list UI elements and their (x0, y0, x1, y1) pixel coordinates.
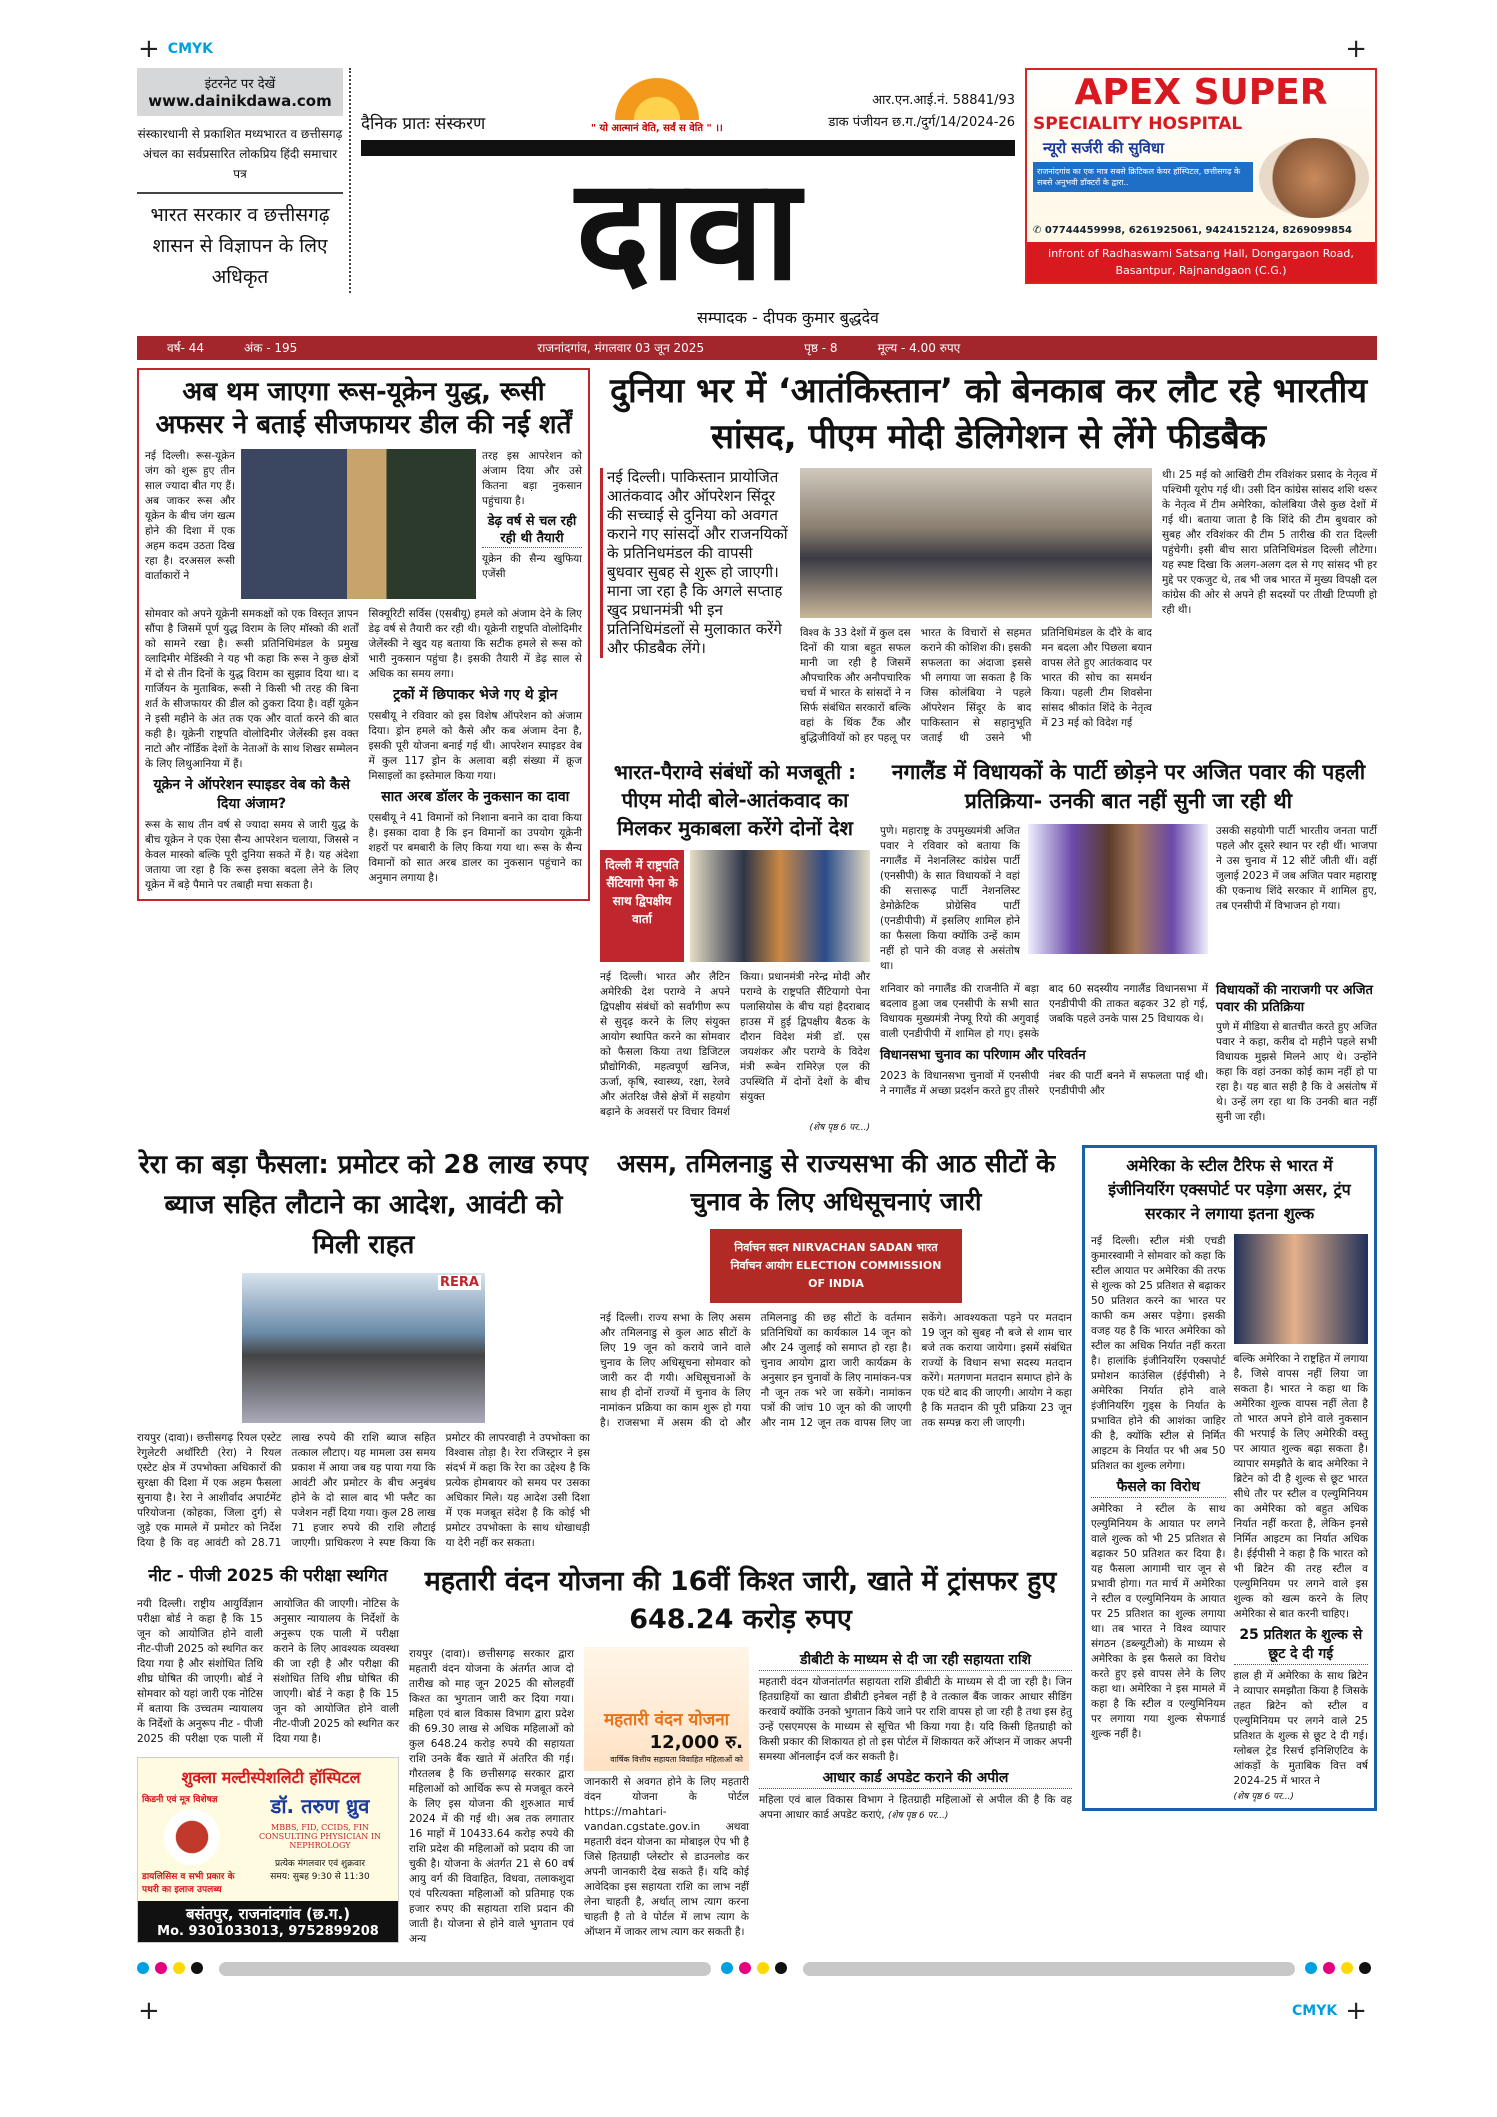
gray-bar (803, 1962, 1295, 1976)
article-text: अमेरिका ने स्टील के साथ एल्युमिनियम के आयात पर लगने वाले शुल्क को भी 25 प्रतिशत से बढ़ाकर 50 प्रतिशत कर दिया है। यह फैसला आगामी चार जून से प्रभावी होगा। गत मार्च में अमेरिका ने स्टील व एल्युमिनियम के आयात पर 25 प्रतिशत का शुल्क लगाया था। तब भारत ने विश्व व्यापार संगठन (डब्ल्यूटीओ) के माध्यम से अमेरिका के इस फैसले का विरोध करते हुए इसे वापस लेने के लिए कहा था। अमेरिका ने इस मामले में कहा है कि स्टील व एल्युमिनियम पर लगाया गया शुल्क सेफगार्ड शुल्क नहीं है। (1091, 1503, 1226, 1740)
lower-left-area (137, 1145, 1072, 1947)
subheading: फैसले का विरोध (1091, 1478, 1226, 1498)
ad-footer (138, 1901, 398, 1942)
masthead (137, 68, 1377, 328)
row-top-stories (137, 368, 1377, 1133)
column-right (1234, 1234, 1369, 1802)
neet-and-ad-column (137, 1563, 399, 1943)
registration-mark: + (1345, 1996, 1367, 2026)
headline[interactable]: महतारी वंदन योजना की 16वीं किश्त जारी, खाते में ट्रांसफर हुए 648.24 करोड़ रुपए (424, 1566, 1057, 1635)
article-text: एसबीयू ने रविवार को इस विशेष ऑपरेशन को अंजाम दिया। ड्रोन हमले को कैसे और कब अंजाम देना है, इसकी पूरी योजना बनाई गई थी। आपरेशन स्पाइडर वेब में कुल 117 ड्रोन के अलावा बड़ी संख्या में क्रूज मिसाइलों का इस्तेमाल किया गया। (368, 710, 582, 782)
pawar-top-row (880, 824, 1377, 974)
top-left-marks (138, 36, 213, 62)
editor-credit: सम्पादक - दीपक कुमार बुद्धदेव (697, 308, 879, 327)
location: बसंतपुर, राजनांदगांव (छ.ग.) (185, 1905, 351, 1923)
column-right (1216, 982, 1377, 1125)
subheading: सात अरब डॉलर के नुकसान का दावा (381, 789, 570, 805)
column-right (759, 1647, 1072, 1824)
subheading: विधायकों की नाराजगी पर अजित पवार की प्रतिक्रिया (1216, 983, 1373, 1015)
subheading: यूक्रेन ने ऑपरेशन स्पाइडर वेब को कैसे दिया अंजाम? (153, 777, 350, 812)
story-neet-pg (137, 1563, 399, 1747)
bottom-right-marks (1292, 1998, 1367, 2024)
article-text: महतारी वंदन योजनांतर्गत सहायता राशि डीबीटी के माध्यम से दी जा रही है। जिन हितग्राहियों का खाता डीबीटी इनेबल नहीं है वे तत्काल बैंक जाकर आधार सीडिंग करवायें क्योंकि उनको भुगतान किये जाने पर राशि वापस हो जा रही है तथा इस हेतु उन्हें एसएमएस के माध्यम से सूचित भी किया गया है। यदि किसी हितग्राही को किसी प्रकार की शिकायत हो तो इस पोर्टल में शिकायत करें ऑप्शन में जाकर अपनी समस्या ऑनलाईन दर्ज कर सकती है। (759, 1676, 1072, 1763)
article-text: बल्कि अमेरिका ने राष्ट्रहित में लगाया है, जिसे वापस नहीं लिया जा सकता है। भारत ने कहा था कि अमेरिका शुल्क वापस नहीं लेता है तो भारत अपने होने वाले नुकसान की भरपाई के लिए अमेरिकी वस्तु पर आयात शुल्क बढ़ा सकता है। व्यापार समझौते के बाद अमेरिका ने ब्रिटेन को दी है शुल्क से छूट भारत सीधे तौर पर स्टील व एल्युमिनियम का अमेरिका को बहुत अधिक निर्यात नहीं करता है, लेकिन इनसे निर्मित आइटम का निर्यात अधिक है। ईईपीसी ने कहा है कि भारत को भी ब्रिटेन की तरह स्टील व एल्युमिनियम पर लगने वाले इस शुल्क को खत्म करने के लिए अमेरिका से बात करनी चाहिए। (1233, 1353, 1368, 1620)
info-bar (137, 336, 1377, 360)
article-text: नई दिल्ली। भारत और लैटिन अमेरिकी देश पराग्वे ने अपने द्विपक्षीय संबंधों को सर्वांगीण रूप से सुदृढ़ करने के लिए संयुक्त आयोग स्थापित करने का सोमवार को फैसला किया तथा डिजिटल प्रौद्योगिकी, महत्वपूर्ण खनिज, ऊर्जा, कृषि, स्वास्थ्य, रक्षा, रेलवे और अंतरिक्ष जैसे क्षेत्रों में सहयोग बढ़ाने के अवसरों पर विचार विमर्श किया। प्रधानमंत्री नरेन्द्र मोदी और पराग्वे के राष्ट्रपति सैंटियागो पेना पलासियोस के बीच यहां हैदराबाद हाउस में हुई द्विपक्षीय बैठक के दौरान विदेश मंत्री डॉ. एस जयशंकर और पराग्वे के विदेश मंत्री रूबेन रामिरेज़ एल की उपस्थिति में दोनों देशों के बीच संयुक्त (600, 971, 870, 1118)
price: मूल्य - 4.00 रुपए (877, 341, 961, 355)
kidney-icon (164, 1809, 220, 1865)
degrees: MBBS, FID, CCIDS, FIN CONSULTING PHYSICIAN IN NEPHROLOGY (258, 1823, 382, 1850)
modi-pena-photo (690, 850, 870, 962)
lead-middle (800, 468, 1152, 746)
row-second-stories (600, 758, 1377, 1133)
article-text: पुणे में मीडिया से बातचीत करते हुए अजित पवार ने कहा, करीब दो महीने पहले सभी विधायक मुझसे मिलने आए थे। उन्होंने कहा कि वहां उनका कोई काम नहीं हो पा रहा है। यह बात सही है कि वे असंतोष में थे। उन्हें लग रहा था कि उनकी बात नहीं सुनी जा रही। (1216, 1021, 1377, 1123)
article-text: रूस के साथ तीन वर्ष से ज्यादा समय से जारी युद्ध के बीच यूक्रेन ने एक ऐसा सैन्य आपरेशन चलाया, जिससे न केवल मास्को बल्कि पूरी दुनिया सकते में है। यह अंदेशा जताया जा रहा है कि रूस इसका बदला लेने के लिए यूक्रेन में बड़े पैमाने पर तबाही मचा सकता है। (145, 819, 359, 891)
ad-title: शुक्ला मल्टीस्पेशलिटी हॉस्पिटल (181, 1768, 361, 1787)
mahtari-body-row (409, 1647, 1072, 1947)
continued-note: (शेष पृष्ठ 6 पर...) (1233, 1792, 1294, 1802)
callout-box: दिल्ली में राष्ट्रपति सैंटियागो पेना के साथ द्विपक्षीय वार्ता (600, 850, 684, 962)
headline[interactable]: नगालैंड में विधायकों के पार्टी छोड़ने पर अजित पवार की पहली प्रतिक्रिया- उनकी बात नहीं सुनी जा रही थी (891, 760, 1366, 813)
rera-label: RERA (440, 1275, 479, 1290)
ad-phones (1027, 222, 1375, 242)
registration-mark: + (1345, 34, 1367, 64)
callout-row (600, 850, 870, 962)
ad-middle (1027, 134, 1375, 222)
ad-amount: 12,000 रु. (649, 1732, 743, 1753)
article-text: यूक्रेन की सैन्य खुफिया एजेंसी (482, 553, 582, 580)
headline[interactable]: अमेरिका के स्टील टैरिफ से भारत में इंजीनियरिंग एक्सपोर्ट पर पड़ेगा असर, ट्रंप सरकार ने लगाया इतना शुल्क (1108, 1156, 1351, 1223)
lead-body-row (600, 468, 1377, 746)
trump-photo (1234, 1234, 1369, 1344)
steel-body-row (1091, 1234, 1368, 1802)
article-text: महिला एवं बाल विकास विभाग ने हितग्राही महिलाओं से अपील की है कि वह अपना आधार कार्ड अपडेट कराएं, (759, 1794, 1072, 1821)
dateline: राजनांदगांव, मंगलवार 03 जून 2025 (537, 341, 705, 355)
top-right-area (600, 368, 1377, 1133)
column-left (1091, 1234, 1226, 1742)
headline[interactable]: नीट - पीजी 2025 की परीक्षा स्थगित (148, 1566, 388, 1586)
article-text: शनिवार को नगालैंड की राजनीति में बड़ा बदलाव हुआ जब एनसीपी के सभी सात विधायक मुख्यमंत्री नेफ्यू रियो की अगुवाई वाली एनडीपीपी में शामिल हो गए। इसके बाद 60 सदस्यीय नगालैंड विधानसभा में एनडीपीपी की ताकत बढ़कर 32 हो गई, जबकि पहले उनके पास 25 विधायक थे। (880, 983, 1208, 1040)
color-dots (137, 1959, 209, 1978)
issue: अंक - 195 (244, 341, 298, 355)
row-neet-mahtari (137, 1563, 1072, 1947)
ajit-pawar-photo (1028, 824, 1208, 954)
headline[interactable]: रेरा का बड़ा फैसला: प्रमोटर को 28 लाख रुपए ब्याज सहित लौटाने का आदेश, आवंटी को मिली राहत (138, 1150, 588, 1260)
article-text: सिक्यूरिटी सर्विस (एसबीयू) हमले को अंजाम देने के लिए डेढ़ वर्ष से तैयारी कर रही थी। यूक्रेनी राष्ट्रपति वोलोदिमीर जेलेंस्की ने खुद यह बताया कि सटीक हमले से रूस को भारी नुकसान पहुंचा है। इसकी तैयारी में डेढ़ साल से अधिक का समय लगा। (368, 608, 582, 680)
ad-right (246, 1792, 394, 1895)
article-text: नई दिल्ली। राज्य सभा के लिए असम और तमिलनाडु से कुल आठ सीटों के लिए 19 जून को कराये जाने वाले चुनाव के लिए अधिसूचना सोमवार को जारी कर दी गयी। अधिसूचनाओं के साथ ही दोनों राज्यों में चुनाव के लिए नामांकन प्रक्रिया का काम शुरू हो गया है। राजसभा में असम की दो और तमिलनाडु की छह सीटों के वर्तमान प्रतिनिधियों का कार्यकाल 14 जून को और 24 जुलाई को समाप्त हो रहा है। चुनाव आयोग द्वारा जारी कार्यक्रम के अनुसार इन चुनावों के लिए नामांकन-पत्र नौ जून तक भरे जा सकेंगे। नामांकन पत्रों की जांच 10 जून को की जाएगी और नाम 12 जून तक वापस लिए जा सकेंगे। आवश्यकता पड़ने पर मतदान 19 जून को सुबह नौ बजे से शाम चार बजे तक कराया जायेगा। इसमें संबंधित राज्यों के विधान सभा सदस्य मतदान करेंगे। मतगणना मतदान समाप्त होने के एक घंटे बाद की जाएगी। आयोग ने कहा है कि मतदान की पूरी प्रक्रिया 23 जून तक सम्पन्न करा ली जाएगी। (600, 1312, 1072, 1429)
story-body (145, 607, 582, 893)
brain-image (1259, 138, 1369, 218)
subheading: डीबीटी के माध्यम से दी जा रही सहायता राशि (759, 1651, 1072, 1671)
masthead-left-box (137, 68, 351, 293)
row-lower-stories (137, 1145, 1377, 1947)
year: वर्ष- 44 (167, 341, 205, 355)
article-text: नई दिल्ली। स्टील मंत्री एचडी कुमारस्वामी ने सोमवार को कहा कि स्टील आयात पर अमेरिका की तरफ से शुल्क को 25 प्रतिशत से बढ़ाकर 50 प्रतिशत करने का भारत पर काफी कम असर पड़ेगा। इसकी वजह यह है कि भारत अमेरिका को स्टील का अधिक निर्यात नहीं करता है। हालांकि इंजीनियरिंग एक्सपोर्ट प्रमोशन काउंसिल (ईईपीसी) ने अमेरिका निर्यात होने वाले इंजीनियरिंग गुड्स के निर्यात के प्रभावित होने की आशंका जाहिर की है, क्योंकि स्टील से निर्मित आइटम के निर्यात पर भी अब 50 प्रतिशत का शुल्क लगेगा। (1091, 1235, 1226, 1472)
article-text: हाल ही में अमेरिका के साथ ब्रिटेन ने व्यापार समझौता किया है जिसके तहत ब्रिटेन को स्टील व एल्युमिनियम पर लगने वाले 25 प्रतिशत के शुल्क से छूट दे दी गई। ग्लोबल ट्रेड रिसर्च इनिशिएटिव के आंकड़ों के मुताबिक वित्त वर्ष 2024-25 में भारत ने (1233, 1670, 1368, 1787)
ad-body (138, 1792, 398, 1901)
article-text (759, 1793, 1072, 1824)
ad-subtitle: SPECIALITY HOSPITAL (1033, 114, 1243, 134)
website-link[interactable]: www.dainikdawa.com (148, 92, 332, 110)
ad-middle-text (1033, 138, 1253, 218)
continued-note: (शेष पृष्ठ 6 पर...) (887, 1811, 949, 1821)
cmyk-mark: CMYK (1292, 2003, 1338, 2019)
column-left (880, 982, 1208, 1099)
article-text: रायपुर (दावा)। छत्तीसगढ़ रियल एस्टेट रेगुलेटरी अथॉरिटी (रेरा) ने रियल एस्टेट क्षेत्र में उपभोक्ता अधिकारों की सुरक्षा की दिशा में एक अहम फैसला सुनाया है। रेरा ने आशीर्वाद अपार्टमेंट परियोजना (कोहका, जिला दुर्ग) से जुड़े एक मामले में प्रमोटर को निर्देश दिया है कि वह आवंटी को 28.71 लाख रुपये की राशि ब्याज सहित तत्काल लौटाए। यह मामला उस समय प्रकाश में आया जब यह पाया गया कि आवंटी और प्रमोटर के बीच अनुबंध होने के दो साल बाद भी फ्लैट का पजेशन नहीं दिया गया। कुल 28 लाख 71 हजार रुपये की राशि लौटाई जाएगी। प्राधिकरण ने स्पष्ट किया कि प्रमोटर की लापरवाही ने उपभोक्ता का विश्वास तोड़ा है। रेरा रजिस्ट्रार ने इस संदर्भ में कहा कि रेरा का उद्देश्य है कि प्रत्येक होमबायर को समय पर उसका अधिकार मिले। यह आदेश उसी दिशा में एक मजबूत संदेश है कि कोई भी प्रमोटर उपभोक्ता के साथ धोखाधड़ी या देरी नहीं कर सकता। (137, 1432, 590, 1549)
newspaper-page (137, 68, 1377, 1978)
ad-tagline: राजनांदगांव का एक मात्र सबसे क्रिटिकल केयर हॉस्पिटल, छत्तीसगढ़ के सबसे अनुभवी डॉक्टरों के द्वारा.. (1033, 162, 1253, 192)
article-text: विश्व के 33 देशों में कुल दस दिनों की यात्रा बहुत सफल मानी जा रही है जिसमें औपचारिक और अनौपचारिक चर्चा में भारत के सांसदों ने न सिर्फ संबंधित सरकारों बल्कि वहां के थिंक टैंक और बुद्धिजीवियों को हर पहलू पर भारत के विचारों से सहमत कराने की कोशिश की। इसकी सफलता का अंदाजा इससे भी लगाया जा सकता है कि जिस कोलंबिया ने पहले ऑपरेशन सिंदूर के बाद पाकिस्तान से सहानुभूति जताई थी उसने भी प्रतिनिधिमंडल के दौरे के बाद मन बदला और पिछला बयान वापस लेते हुए आतंकवाद पर भारत की सोच का समर्थन किया। पहली टीम शिवसेना सांसद श्रीकांत शिंदे के नेतृत्व में 23 मई को विदेश गई (800, 627, 1152, 744)
page-number: पृष्ठ - 8 (804, 341, 838, 355)
masthead-top-row (361, 68, 1015, 134)
article-text: तरह इस आपरेशन को अंजाम दिया और उसे कितना बड़ा नुकसान पहुंचाया है। (482, 450, 582, 507)
phone: Mo. 9301033013, 9752899208 (157, 1924, 379, 1939)
subheading: आधार कार्ड अपडेट कराने की अपील (759, 1769, 1072, 1789)
article-text: उसकी सहयोगी पार्टी भारतीय जनता पार्टी पहले और दूसरे स्थान पर रही थीं। भाजपा ने उस चुनाव में 12 सीटें जीती थीं। वहीं जुलाई 2023 में जब अजित पवार महाराष्ट्र की एकनाथ शिंदे सरकार में शामिल हुए, तब एनसीपी में विभाजन हो गया। (1216, 825, 1377, 912)
ad-caption: वार्षिक वित्तीय सहायता विवाहित महिलाओं को (610, 1755, 743, 1764)
color-dots (721, 1959, 793, 1978)
phone-numbers: 07744459998, 6261925061, 9424152124, 8269099854 (1044, 225, 1352, 236)
election-commission-photo: निर्वाचन सदन NIRVACHAN SADAN भारत निर्वाचन आयोग ELECTION COMMISSION OF INDIA (710, 1229, 962, 1303)
bottom-print-marks (0, 1978, 1497, 2054)
story-mahtari-vandan (409, 1563, 1072, 1947)
story-rera (137, 1145, 590, 1551)
cmyk-mark: CMYK (167, 41, 213, 57)
authorization-note: भारत सरकार व छत्तीसगढ़ शासन से विज्ञापन के लिए अधिकृत (150, 204, 330, 288)
rni-number: आर.एन.आई.नं. 58841/93 (872, 93, 1015, 108)
website-box (137, 68, 343, 116)
subheading: ट्रकों में छिपाकर भेजे गए थे ड्रोन (393, 687, 558, 703)
headline[interactable]: असम, तमिलनाडु से राज्यसभा की आठ सीटों के चुनाव के लिए अधिसूचनाएं जारी (616, 1149, 1056, 1216)
ad-left (142, 1792, 242, 1895)
print-color-bar (137, 1959, 1377, 1978)
sun-logo-icon (602, 68, 712, 120)
headline[interactable]: दुनिया भर में ‘आतंकिस्तान’ को बेनकाब कर लौट रहे भारतीय सांसद, पीएम मोदी डेलिगेशन से लेंगे फीडबैक (609, 371, 1368, 457)
mahtari-vandan-ad (584, 1647, 749, 1771)
specialty: किडनी एवं मूत्र विशेषज्ञ (142, 1795, 218, 1805)
registration-mark: + (138, 34, 160, 64)
edition-label: दैनिक प्रातः संस्करण (361, 114, 486, 134)
side-column (482, 449, 582, 582)
ad-address: infront of Radhaswami Satsang Hall, Dongargaon Road, Basantpur, Rajnandgaon (C.G.) (1027, 242, 1375, 282)
article-text: सोमवार को अपने यूक्रेनी समकक्षों को एक विस्तृत ज्ञापन सौंपा है जिसमें पूर्ण युद्ध विराम के लिए मॉस्को की शर्तों को सामने रखा है। रूसी प्रतिनिधिमंडल के प्रमुख व्लादिमीर मेडिंस्की ने यह भी कहा कि रूस ने कुछ क्षेत्रों में दो से तीन दिनों के युद्ध विराम का सुझाव दिया था। द गार्जियन के मुताबिक, रूसी ने किसी भी तरह की बिना शर्त के सीजफायर की डील को ठुकरा दिया है। वहीं यूक्रेन ने इसी महीने के अंत तक एक और वार्ता करने की बात कही है। यूक्रेनी राष्ट्रपति वोलोदिमीर जेलेंस्की इस वक्त नाटो और नॉर्डिक देशों के नेताओं के साथ शिखर सम्मेलन के लिए लिथुआनिया में हैं। (145, 608, 359, 770)
timing: समय: सुबह 9:30 से 11:30 (270, 1872, 370, 1882)
article-text: 2023 के विधानसभा चुनावों में एनसीपी ने नगालैंड में अच्छा प्रदर्शन करते हुए तीसरे नंबर की पार्टी बनने में सफलता पाई थी। एनडीपीपी और (880, 1070, 1208, 1097)
delegation-photo (800, 468, 1152, 618)
article-text: थी। 25 मई को आखिरी टीम रविशंकर प्रसाद के नेतृत्व में पश्चिमी यूरोप गई थी। उसी दिन कांग्रेस सांसद शशि थरूर के नेतृत्व में टीम अमेरिका, कोलंबिया जैसे कुछ देशों में गई थी। बताया जाता है कि शिंदे की टीम बुधवार को सुबह और रविशंकर की टीम 5 तारीख की रात दिल्ली पहुंचेगी। इसी बीच सारा प्रतिनिधिमंडल दिल्ली लौटेगा। यह स्पष्ट दिखा कि अलग-अलग दल से गए सांसद भी हर मुद्दे पर एकजुट थे, तब भी जब भारत में मुख्य विपक्षी दल कांग्रेस की ओर से अपने ही सदस्यों पर तीखी टिप्पणी हो रही थी। (1162, 469, 1377, 616)
subheading: 25 प्रतिशत के शुल्क से छूट दे दी गई (1234, 1626, 1369, 1665)
column-middle (584, 1647, 749, 1940)
article-text: नई दिल्ली। रूस-यूक्रेन जंग को शुरू हुए तीन साल ज्यादा बीत गए हैं। अब जाकर रूस और यूक्रेन के बीच जंग खत्म होने की दिशा में एक अहम कदम उठता दिख रहा है। दरअसल रूसी वार्ताकारों ने (145, 450, 235, 582)
apex-hospital-ad (1025, 68, 1377, 284)
subheading: डेढ़ वर्ष से चल रही रही थी तैयारी (482, 513, 582, 548)
publication-note: संस्कारधानी से प्रकाशित मध्यभारत व छत्तीसगढ़ अंचल का सर्वप्रसारित लोकप्रिय हिंदी समाचार पत्र (137, 116, 343, 194)
story-top-row (145, 449, 582, 599)
ad-title: APEX SUPER (1074, 72, 1328, 113)
color-dots (1305, 1959, 1377, 1978)
lead-intro: नई दिल्ली। पाकिस्तान प्रायोजित आतंकवाद और ऑपरेशन सिंदूर की सच्चाई से दुनिया को अवगत कराने गए सांसदों और राजनयिकों के प्रतिनिधमंडल की वापसी बुधवार सुबह से शुरू हो जाएगी। माना जा रहा है कि अगले सप्ताह खुद प्रधानमंत्री भी इन प्रतिनिधिमंडलों से मुलाकात करेंगे और फीडबैक लेंगे। (600, 468, 790, 658)
services: डायलिसिस व सभी प्रकार के पथरी का इलाज उपलब्ध (142, 1872, 235, 1895)
row-rera-assam (137, 1145, 1072, 1551)
gray-bar (219, 1962, 711, 1976)
continued-note: (शेष पृष्ठ 6 पर...) (809, 1123, 870, 1133)
article-text: रायपुर (दावा)। छत्तीसगढ़ सरकार द्वारा महतारी वंदन योजना के अंतर्गत आज दो तारीख को माह जून 2025 की सोलहवीं किश्त का भुगतान जारी कर दिया गया। महिला एवं बाल विकास विभाग द्वारा प्रदेश की 69.30 लाख से अधिक महिलाओं को कुल 648.24 करोड़ रुपये की सहायता राशि उनके बैंक खाते में अंतरित की गई। गौरतलब है कि छत्तीसगढ़ सरकार द्वारा महिलाओं को आर्थिक रूप से मजबूत करने के लिए इस योजना की शुरुआत मार्च 2024 में की गई थी। अब तक लगातार 16 माहों में 10433.64 करोड़ रुपये की राशि प्रदेश की महिलाओं को प्रदाय की जा चुकी है। योजना के अंतर्गत 21 से 60 वर्ष आयु वर्ग की विवाहित, विधवा, तलाकशुदा एवं परित्यक्ता महिलाओं को प्रतिमाह एक हजार रुपए की सहायता राशि प्रदान की जाती है। योजना से होने वाले भुगतान एवं अन्य (409, 1648, 574, 1945)
article-text: एसबीयू ने 41 विमानों को निशाना बनाने का दावा किया है। इसका दावा है कि इन विमानों का उपयोग यूक्रेनी शहरों पर बमबारी के लिए किया गया था। रूस के सैन्य विमानों को सात अरब डालर का नुकसान पहुंचाने का अनुमान लगाया है। (368, 812, 582, 884)
headline[interactable]: अब थम जाएगा रूस-यूक्रेन युद्ध, रूसी अफसर ने बताई सीजफायर डील की नई शर्तें (155, 377, 572, 440)
putin-zelensky-photo (241, 449, 476, 599)
article-text: नयी दिल्ली। राष्ट्रीय आयुर्विज्ञान परीक्षा बोर्ड ने कहा है कि 15 जून को आयोजित होने वाली नीट-पीजी 2025 को स्थगित कर दिया गया है और संशोधित तिथि शीघ्र घोषित की जाएगी। बोर्ड ने सोमवार को यहां जारी एक नोटिस में बताया कि उच्चतम न्यायालय के निर्देशों के अनुरूप नीट - पीजी 2025 की परीक्षा एक पाली में आयोजित की जाएगी। नोटिस के अनुसार न्यायालय के निर्देशों के अनुरूप एक पाली में परीक्षा कराने के लिए आवश्यक व्यवस्था की जा रही है और परीक्षा की संशोधित तिथि शीघ्र घोषित की जाएगी। बोर्ड ने कहा है कि 15 जून को आयोजित होने वाली नीट-पीजी 2025 को स्थगित कर दिया गया है। (137, 1598, 399, 1745)
top-print-marks (0, 0, 1497, 68)
masthead-center (361, 68, 1015, 328)
article-text[interactable]: जानकारी से अवगत होने के लिए महतारी वंदन योजना के पोर्टल https://mahtari-vandan.cgstate.gov.in अथवा महतारी वंदन योजना का मोबाइल ऐप भी है जिसे हितग्राही प्लेस्टोर से डाउनलोड कर अपनी जानकारी देख सकते हैं। यदि कोई आवेदिका इस सहायता राशि का लाभ नहीं लेना चाहती है, अर्थात् लाभ त्याग करना चाहती है तो वे पोर्टल में लाभ त्याग के ऑप्शन में जाकर लाभ त्याग कर सकती है। (584, 1776, 749, 1938)
sun-logo (591, 68, 723, 134)
shukla-hospital-ad (137, 1757, 399, 1943)
doctor-name: डॉ. तरुण ध्रुव (270, 1794, 370, 1818)
story-ajit-pawar (880, 758, 1377, 1125)
headline[interactable]: भारत-पैराग्वे संबंधों को मजबूती : पीएम मोदी बोले-आतंकवाद का मिलकर मुकाबला करेंगे दोनों देश (613, 760, 857, 840)
story-rajya-sabha (600, 1145, 1072, 1431)
story-russia-ukraine (137, 368, 590, 901)
postal-registration: डाक पंजीयन छ.ग./दुर्ग/14/2024-26 (828, 115, 1015, 130)
story-lead (600, 368, 1377, 746)
ad-service: न्यूरो सर्जरी की सुविधा (1043, 139, 1164, 157)
ad-title: महतारी वंदन योजना (603, 1710, 730, 1730)
phone-icon: ✆ (1033, 225, 1045, 236)
story-india-paraguay (600, 758, 870, 1133)
motto: " यो आत्मानं वेति, सर्वं स वेति " ।। (590, 123, 723, 134)
article-text: पुणे। महाराष्ट्र के उपमुख्यमंत्री अजित पवार ने रविवार को बताया कि नगालैंड में नेशनलिस्ट कांग्रेस पार्टी (एनसीपी) के सात विधायकों ने वहां की सत्तारूढ़ पार्टी नेशनलिस्ट डेमोक्रेटिक प्रोग्रेसिव पार्टी (एनडीपीपी) में इसलिए शामिल होने का फैसला किया क्योंकि उन्हें काम नहीं हो पाने की वजह से असंतोष था। (880, 825, 1020, 972)
internet-label: इंटरनेट पर देखें (204, 77, 276, 92)
rera-building-photo (242, 1273, 485, 1423)
days: प्रत्येक मंगलवार एवं शुक्रवार (274, 1859, 366, 1869)
newspaper-logo (361, 149, 1015, 312)
pawar-bottom-row (880, 982, 1377, 1125)
registration-info (828, 90, 1015, 134)
story-us-steel-tariff (1082, 1145, 1377, 1811)
subheading: विधानसभा चुनाव का परिणाम और परिवर्तन (880, 1048, 1086, 1063)
registration-mark: + (138, 1996, 160, 2026)
newspaper-name: दावा (575, 149, 801, 312)
